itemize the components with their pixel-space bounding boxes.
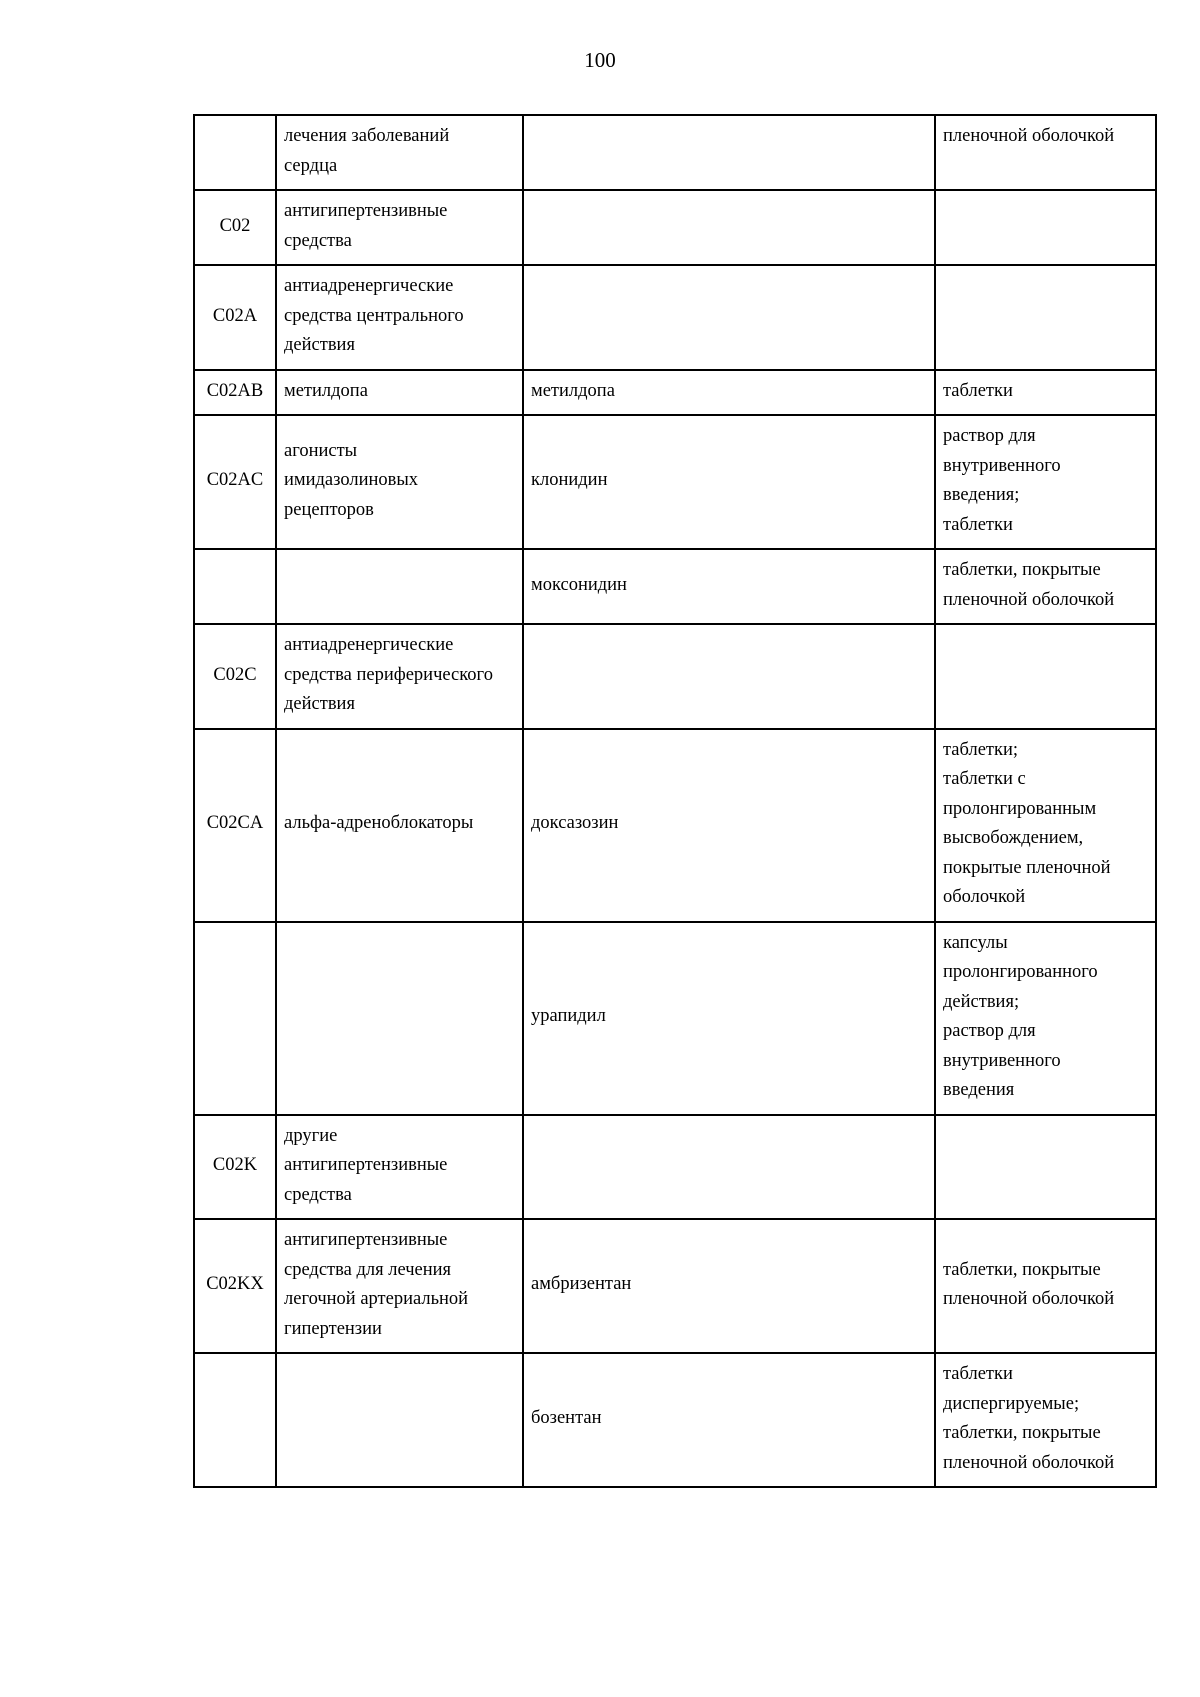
table-row bbox=[194, 370, 1156, 416]
group-name-cell: альфа-адреноблокаторы bbox=[276, 729, 523, 922]
group-name-cell bbox=[276, 1353, 523, 1487]
page-number: 100 bbox=[584, 48, 616, 72]
atc-code-cell: C02C bbox=[194, 624, 276, 729]
drug-name-cell bbox=[523, 190, 935, 265]
drug-name-cell: амбризентан bbox=[523, 1219, 935, 1353]
drug-name-cell: урапидил bbox=[523, 922, 935, 1115]
atc-code-cell: C02KX bbox=[194, 1219, 276, 1353]
table-row bbox=[194, 729, 1156, 922]
table-row bbox=[194, 115, 1156, 190]
atc-code-cell bbox=[194, 1353, 276, 1487]
dosage-form-cell: пленочной оболочкой bbox=[935, 115, 1156, 190]
group-name-cell bbox=[276, 922, 523, 1115]
drug-name-cell: клонидин bbox=[523, 415, 935, 549]
group-name-cell: агонисты имидазолиновых рецепторов bbox=[276, 415, 523, 549]
group-name-cell: антиадренергические средства центрального действия bbox=[276, 265, 523, 370]
table-row bbox=[194, 190, 1156, 265]
medication-table-body bbox=[194, 115, 1156, 1487]
group-name-cell: другие антигипертензивные средства bbox=[276, 1115, 523, 1220]
atc-code-cell: C02K bbox=[194, 1115, 276, 1220]
atc-code-cell bbox=[194, 922, 276, 1115]
table-row bbox=[194, 624, 1156, 729]
medication-table bbox=[193, 114, 1157, 1488]
drug-name-cell bbox=[523, 1115, 935, 1220]
group-name-cell: метилдопа bbox=[276, 370, 523, 416]
atc-code-cell bbox=[194, 115, 276, 190]
dosage-form-cell bbox=[935, 1115, 1156, 1220]
drug-name-cell: моксонидин bbox=[523, 549, 935, 624]
dosage-form-cell bbox=[935, 624, 1156, 729]
dosage-form-cell: таблетки bbox=[935, 370, 1156, 416]
group-name-cell: антиадренергические средства периферического действия bbox=[276, 624, 523, 729]
table-row bbox=[194, 922, 1156, 1115]
drug-name-cell: бозентан bbox=[523, 1353, 935, 1487]
table-row bbox=[194, 1115, 1156, 1220]
table-row bbox=[194, 265, 1156, 370]
dosage-form-cell: раствор для внутривенного введения; таблетки bbox=[935, 415, 1156, 549]
dosage-form-cell: таблетки, покрытые пленочной оболочкой bbox=[935, 1219, 1156, 1353]
group-name-cell: антигипертензивные средства bbox=[276, 190, 523, 265]
group-name-cell: лечения заболеваний сердца bbox=[276, 115, 523, 190]
table-row bbox=[194, 549, 1156, 624]
group-name-cell bbox=[276, 549, 523, 624]
atc-code-cell: C02CA bbox=[194, 729, 276, 922]
atc-code-cell: C02 bbox=[194, 190, 276, 265]
drug-name-cell bbox=[523, 115, 935, 190]
dosage-form-cell bbox=[935, 190, 1156, 265]
atc-code-cell: C02AC bbox=[194, 415, 276, 549]
dosage-form-cell: таблетки; таблетки с пролонгированным высвобождением, покрытые пленочной оболочкой bbox=[935, 729, 1156, 922]
dosage-form-cell: капсулы пролонгированного действия; раствор для внутривенного введения bbox=[935, 922, 1156, 1115]
atc-code-cell: C02AB bbox=[194, 370, 276, 416]
drug-name-cell bbox=[523, 624, 935, 729]
table-row bbox=[194, 415, 1156, 549]
table-row bbox=[194, 1353, 1156, 1487]
group-name-cell: антигипертензивные средства для лечения легочной артериальной гипертензии bbox=[276, 1219, 523, 1353]
atc-code-cell bbox=[194, 549, 276, 624]
drug-name-cell: метилдопа bbox=[523, 370, 935, 416]
dosage-form-cell: таблетки, покрытые пленочной оболочкой bbox=[935, 549, 1156, 624]
atc-code-cell: C02A bbox=[194, 265, 276, 370]
dosage-form-cell: таблетки диспергируемые; таблетки, покрытые пленочной оболочкой bbox=[935, 1353, 1156, 1487]
drug-name-cell: доксазозин bbox=[523, 729, 935, 922]
table-row bbox=[194, 1219, 1156, 1353]
drug-name-cell bbox=[523, 265, 935, 370]
dosage-form-cell bbox=[935, 265, 1156, 370]
